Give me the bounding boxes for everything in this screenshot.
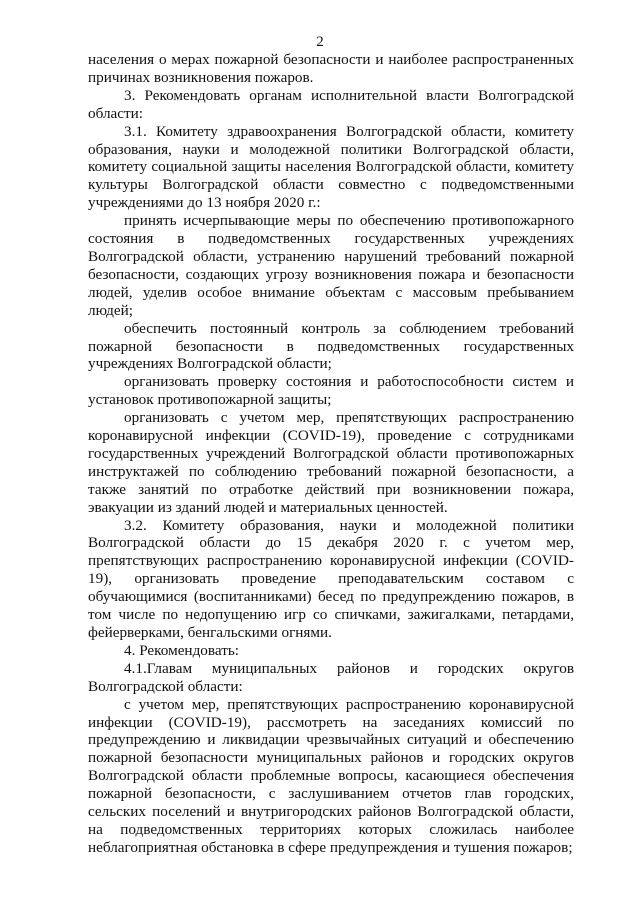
page-number: 2 bbox=[316, 34, 324, 50]
paragraph-organize-briefings: организовать с учетом мер, препятствующих распространению коронавирусной инфекции (COVID-19), проведение с сотрудниками государственных учреждений Волгоградской области противопожарных инструктажей по соблюдению требований пожарной безопасности, а также занятий по отработке действий при возникновении пожара, эвакуации из зданий людей и материальных ценностей. bbox=[88, 409, 574, 516]
paragraph-ensure-control: обеспечить постоянный контроль за соблюдением требований пожарной безопасности в подведомственных государственных учреждениях Волгоградской области; bbox=[88, 319, 574, 373]
paragraph-item-3-1: 3.1. Комитету здравоохранения Волгоградской области, комитету образования, науки и молодежной политики Волгоградской области, комитету социальной защиты населения Волгоградской области, комитету культуры Волгоградской области совместно с подведомственными учреждениями до 13 ноября 2020 г.: bbox=[88, 122, 574, 212]
document-body bbox=[88, 51, 574, 857]
paragraph-item-3-2: 3.2. Комитету образования, науки и молодежной политики Волгоградской области до 15 декабря 2020 г. с учетом мер, препятствующих распространению коронавирусной инфекции (COVID-19), организовать проведение преподавательским составом с обучающимися (воспитанниками) бесед по предупреждению пожаров, в том числе по недопущению игр со спичками, зажигалками, петардами, фейерверками, бенгальскими огнями. bbox=[88, 516, 574, 641]
paragraph-item-4: 4. Рекомендовать: bbox=[124, 641, 239, 659]
paragraph-continuation: населения о мерах пожарной безопасности и наиболее распространенных причинах возникновения пожаров. bbox=[88, 51, 574, 86]
paragraph-take-measures: принять исчерпывающие меры по обеспечению противопожарного состояния в подведомственных государственных учреждениях Волгоградской области, устранению нарушений требований пожарной безопасности, создающих угрозу возникновения пожара и безопасности людей, уделив особое внимание объектам с массовым пребыванием людей; bbox=[88, 212, 574, 319]
paragraph-consider-issues: с учетом мер, препятствующих распространению коронавирусной инфекции (COVID-19), рассмотреть на заседаниях комиссий по предупреждению и ликвидации чрезвычайных ситуаций и обеспечению пожарной безопасности муниципальных районов и городских округов Волгоградской области проблемные вопросы, касающиеся обеспечения пожарной безопасности, с заслушиванием отчетов глав городских, сельских поселений и внутригородских районов Волгоградской области, на подведомственных территориях которых сложилась наиболее неблагоприятная обстановка в сфере предупреждения и тушения пожаров; bbox=[88, 695, 574, 856]
paragraph-item-3: 3. Рекомендовать органам исполнительной власти Волгоградской области: bbox=[88, 86, 574, 122]
paragraph-item-4-1: 4.1.Главам муниципальных районов и городских округов Волгоградской области: bbox=[88, 659, 574, 695]
paragraph-organize-check: организовать проверку состояния и работоспособности систем и установок противопожарной защиты; bbox=[88, 373, 574, 409]
